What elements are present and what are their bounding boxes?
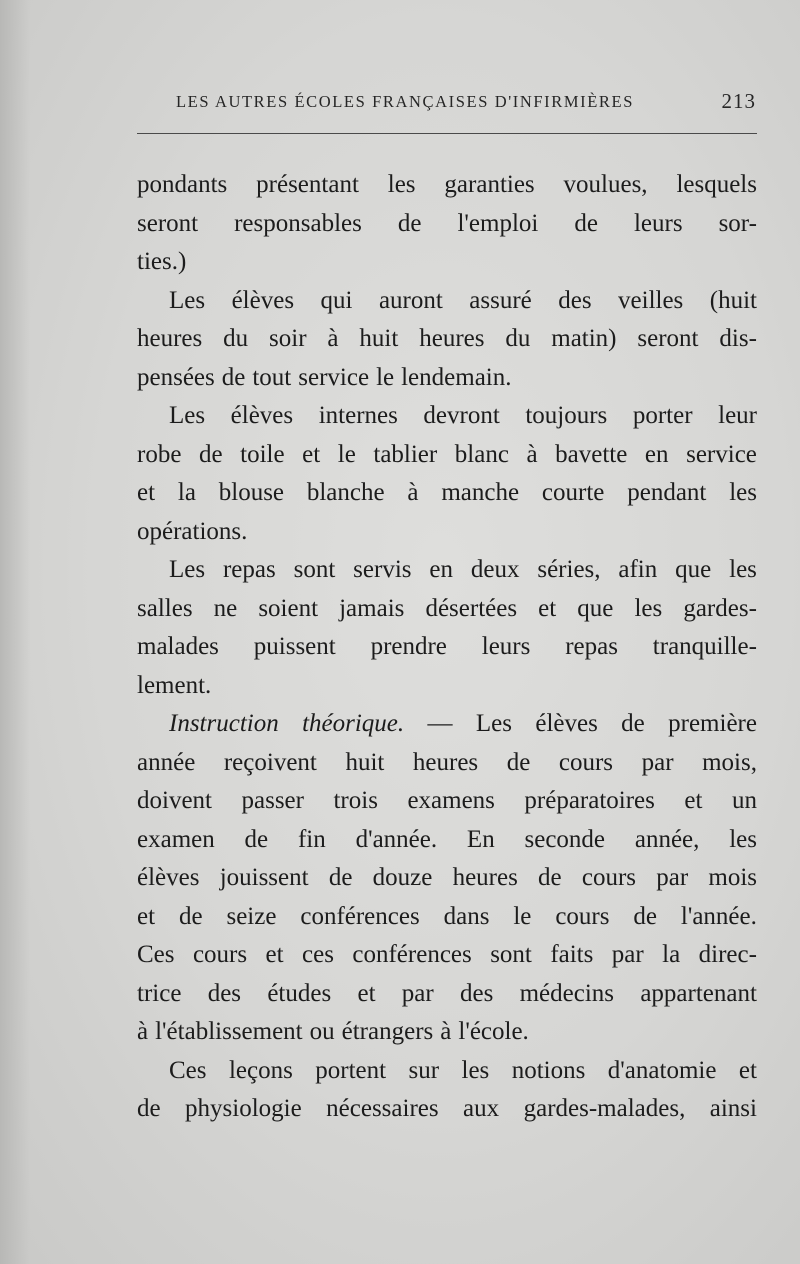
text-line: salles ne soient jamais désertées et que les gardes- bbox=[137, 594, 757, 622]
text-line: heures du soir à huit heures du matin) seront dis- bbox=[137, 325, 757, 352]
text-line: à l'établissement ou étrangers à l'école. bbox=[137, 1018, 529, 1045]
text-line: lement. bbox=[137, 671, 212, 699]
text-line: opérations. bbox=[137, 517, 248, 545]
running-title: LES AUTRES ÉCOLES FRANÇAISES D'INFIRMIÈRES bbox=[176, 92, 634, 111]
text-line: Ces leçons portent sur les notions d'anatomie et bbox=[169, 1056, 757, 1084]
body-text bbox=[137, 166, 757, 1129]
text-line: malades puissent prendre leurs repas tranquille- bbox=[137, 633, 757, 660]
text-line: robe de toile et le tablier blanc à bavette en service bbox=[137, 440, 757, 468]
text-line: ties.) bbox=[137, 248, 187, 275]
running-head bbox=[172, 88, 756, 118]
text-line: doivent passer trois examens préparatoires et un bbox=[137, 787, 757, 814]
page-number: 213 bbox=[721, 89, 756, 113]
text-line: de physiologie nécessaires aux gardes-malades, ainsi bbox=[137, 1095, 757, 1122]
text-line: examen de fin d'année. En seconde année, les bbox=[137, 825, 757, 853]
text-line: et de seize conférences dans le cours de l'année. bbox=[137, 902, 757, 930]
text-line: élèves jouissent de douze heures de cours par mois bbox=[137, 864, 757, 891]
text-line: Ces cours et ces conférences sont faits par la direc- bbox=[137, 941, 757, 968]
spine-shadow bbox=[0, 0, 30, 1264]
text-line: trice des études et par des médecins appartenant bbox=[137, 979, 757, 1007]
text-line: Instruction théorique. — Les élèves de première bbox=[169, 710, 757, 737]
header-rule bbox=[137, 133, 757, 134]
text-line: année reçoivent huit heures de cours par mois, bbox=[137, 748, 757, 776]
text-line: Les repas sont servis en deux séries, afin que les bbox=[169, 556, 757, 583]
text-line: et la blouse blanche à manche courte pendant les bbox=[137, 479, 757, 506]
text-line: Les élèves internes devront toujours porter leur bbox=[169, 402, 757, 429]
text-line: pensées de tout service le lendemain. bbox=[137, 363, 512, 391]
text-line: seront responsables de l'emploi de leurs sor- bbox=[137, 209, 757, 237]
text-line: Les élèves qui auront assuré des veilles (huit bbox=[169, 286, 757, 314]
text-line: pondants présentant les garanties voulues, lesquels bbox=[137, 171, 757, 198]
